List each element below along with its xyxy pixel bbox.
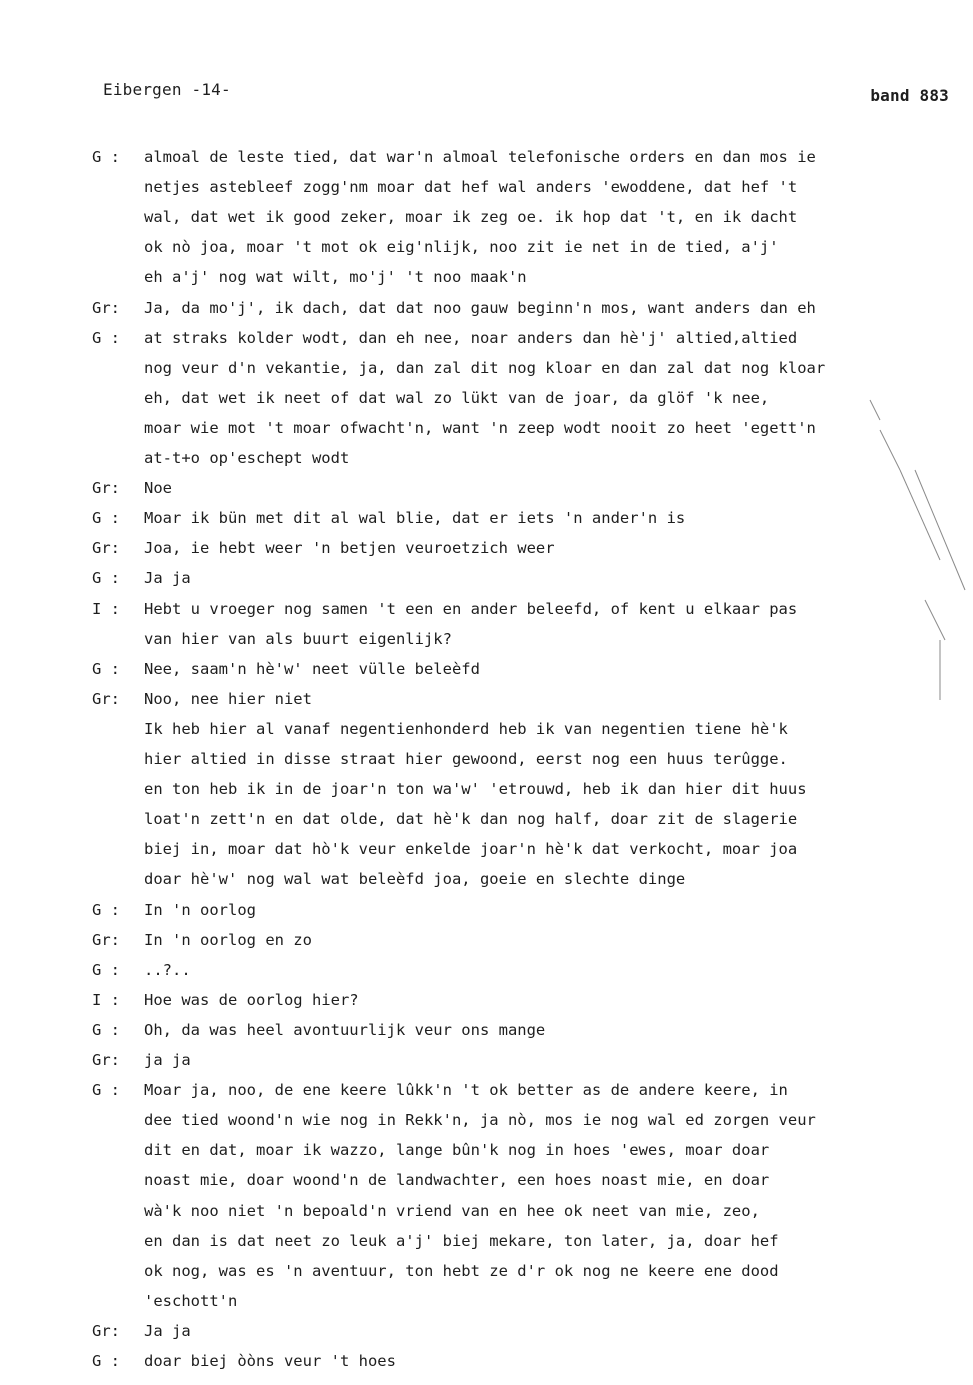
transcript-line bbox=[0, 1350, 973, 1372]
utterance-text: Oh, da was heel avontuurlijk veur ons mange bbox=[144, 1021, 546, 1039]
transcript-line bbox=[0, 206, 973, 228]
utterance-text: Ik heb hier al vanaf negentienhonderd heb ik van negentien tiene hè'k bbox=[144, 720, 788, 738]
speaker-label: G : bbox=[92, 329, 120, 347]
transcript-line bbox=[0, 176, 973, 198]
speaker-label: G : bbox=[92, 1021, 120, 1039]
speaker-label: G : bbox=[92, 660, 120, 678]
utterance-text: Hoe was de oorlog hier? bbox=[144, 991, 359, 1009]
speaker-label: Gr: bbox=[92, 1051, 120, 1069]
utterance-text: Ja, da mo'j', ik dach, dat dat noo gauw beginn'n mos, want anders dan eh bbox=[144, 299, 816, 317]
speaker-label: I : bbox=[92, 991, 120, 1009]
speaker-label: G : bbox=[92, 961, 120, 979]
transcript-line bbox=[0, 1290, 973, 1312]
utterance-text: dee tied woond'n wie nog in Rekk'n, ja nò, mos ie nog wal ed zorgen veur bbox=[144, 1111, 816, 1129]
utterance-text: doar biej òòns veur 't hoes bbox=[144, 1352, 396, 1370]
transcript-line bbox=[0, 447, 973, 469]
speaker-label: Gr: bbox=[92, 539, 120, 557]
utterance-text: biej in, moar dat hò'k veur enkelde joar'n hè'k dat verkocht, moar joa bbox=[144, 840, 798, 858]
transcript-line bbox=[0, 477, 973, 499]
speaker-label: G : bbox=[92, 901, 120, 919]
utterance-text: Nee, saam'n hè'w' neet vülle beleèfd bbox=[144, 660, 480, 678]
speaker-label: Gr: bbox=[92, 1322, 120, 1340]
transcript-line bbox=[0, 868, 973, 890]
utterance-text: Noo, nee hier niet bbox=[144, 690, 312, 708]
transcript-line bbox=[0, 537, 973, 559]
utterance-text: nog veur d'n vekantie, ja, dan zal dit nog kloar en dan zal dat nog kloar bbox=[144, 359, 826, 377]
speaker-label: Gr: bbox=[92, 931, 120, 949]
utterance-text: Joa, ie hebt weer 'n betjen veuroetzich weer bbox=[144, 539, 555, 557]
transcript-line bbox=[0, 507, 973, 529]
transcript-line bbox=[0, 929, 973, 951]
utterance-text: ja ja bbox=[144, 1051, 191, 1069]
transcript-line bbox=[0, 1230, 973, 1252]
utterance-text: doar hè'w' nog wal wat beleèfd joa, goeie en slechte dinge bbox=[144, 870, 686, 888]
utterance-text: en dan is dat neet zo leuk a'j' biej mekare, ton later, ja, doar hef bbox=[144, 1232, 779, 1250]
utterance-text: at straks kolder wodt, dan eh nee, noar anders dan hè'j' altied,altied bbox=[144, 329, 798, 347]
utterance-text: at-t+o op'eschept wodt bbox=[144, 449, 350, 467]
transcript-line bbox=[0, 417, 973, 439]
utterance-text: Moar ik bün met dit al wal blie, dat er iets 'n ander'n is bbox=[144, 509, 686, 527]
utterance-text: moar wie mot 't moar ofwacht'n, want 'n zeep wodt nooit zo heet 'egett'n bbox=[144, 419, 816, 437]
utterance-text: Ja ja bbox=[144, 569, 191, 587]
transcript-line bbox=[0, 236, 973, 258]
utterance-text: noast mie, doar woond'n de landwachter, een hoes noast mie, en doar bbox=[144, 1171, 770, 1189]
utterance-text: loat'n zett'n en dat olde, dat hè'k dan nog half, doar zit de slagerie bbox=[144, 810, 798, 828]
utterance-text: Noe bbox=[144, 479, 172, 497]
transcript-line bbox=[0, 628, 973, 650]
transcript-line bbox=[0, 688, 973, 710]
transcript-line bbox=[0, 146, 973, 168]
utterance-text: wal, dat wet ik good zeker, moar ik zeg oe. ik hop dat 't, en ik dacht bbox=[144, 208, 798, 226]
transcript-line bbox=[0, 1109, 973, 1131]
speaker-label: G : bbox=[92, 509, 120, 527]
transcript-line bbox=[0, 718, 973, 740]
transcript-line bbox=[0, 1200, 973, 1222]
transcript-line bbox=[0, 327, 973, 349]
speaker-label: G : bbox=[92, 1352, 120, 1370]
utterance-text: wà'k noo niet 'n bepoald'n vriend van en hee ok neet van mie, zeo, bbox=[144, 1202, 760, 1220]
utterance-text: In 'n oorlog bbox=[144, 901, 256, 919]
transcript-line bbox=[0, 778, 973, 800]
utterance-text: Ja ja bbox=[144, 1322, 191, 1340]
transcript-line bbox=[0, 266, 973, 288]
speaker-label: I : bbox=[92, 600, 120, 618]
transcript-line bbox=[0, 357, 973, 379]
page-header-right: band 883 bbox=[870, 86, 949, 105]
transcript-line bbox=[0, 658, 973, 680]
utterance-text: netjes astebleef zogg'nm moar dat hef wal anders 'ewoddene, dat hef 't bbox=[144, 178, 798, 196]
speaker-label: G : bbox=[92, 148, 120, 166]
transcript-line bbox=[0, 989, 973, 1011]
transcript-line bbox=[0, 387, 973, 409]
transcript-line bbox=[0, 1169, 973, 1191]
utterance-text: dit en dat, moar ik wazzo, lange bûn'k nog in hoes 'ewes, moar doar bbox=[144, 1141, 770, 1159]
utterance-text: eh a'j' nog wat wilt, mo'j' 't noo maak'n bbox=[144, 268, 527, 286]
utterance-text: ok nog, was es 'n aventuur, ton hebt ze d'r ok nog ne keere ene dood bbox=[144, 1262, 779, 1280]
utterance-text: ..?.. bbox=[144, 961, 191, 979]
transcript-line bbox=[0, 1260, 973, 1282]
speaker-label: Gr: bbox=[92, 479, 120, 497]
utterance-text: In 'n oorlog en zo bbox=[144, 931, 312, 949]
speaker-label: Gr: bbox=[92, 690, 120, 708]
speaker-label: Gr: bbox=[92, 299, 120, 317]
utterance-text: 'eschott'n bbox=[144, 1292, 238, 1310]
transcript-line bbox=[0, 1139, 973, 1161]
utterance-text: Hebt u vroeger nog samen 't een en ander beleefd, of kent u elkaar pas bbox=[144, 600, 798, 618]
transcript-line bbox=[0, 959, 973, 981]
transcript-line bbox=[0, 899, 973, 921]
page-header-left: Eibergen -14- bbox=[103, 80, 231, 99]
transcript-line bbox=[0, 808, 973, 830]
transcript-line bbox=[0, 1019, 973, 1041]
utterance-text: Moar ja, noo, de ene keere lûkk'n 't ok better as de andere keere, in bbox=[144, 1081, 788, 1099]
speaker-label: G : bbox=[92, 1081, 120, 1099]
utterance-text: van hier van als buurt eigenlijk? bbox=[144, 630, 452, 648]
transcript-line bbox=[0, 567, 973, 589]
utterance-text: eh, dat wet ik neet of dat wal zo lükt van de joar, da glöf 'k nee, bbox=[144, 389, 770, 407]
transcript-line bbox=[0, 838, 973, 860]
transcript-line bbox=[0, 748, 973, 770]
transcript-line bbox=[0, 1049, 973, 1071]
speaker-label: G : bbox=[92, 569, 120, 587]
utterance-text: en ton heb ik in de joar'n ton wa'w' 'etrouwd, heb ik dan hier dit huus bbox=[144, 780, 807, 798]
utterance-text: almoal de leste tied, dat war'n almoal telefonische orders en dan mos ie bbox=[144, 148, 816, 166]
utterance-text: hier altied in disse straat hier gewoond, eerst nog een huus terûgge. bbox=[144, 750, 788, 768]
transcript-line bbox=[0, 1320, 973, 1342]
transcript-line bbox=[0, 297, 973, 319]
transcript-line bbox=[0, 598, 973, 620]
transcript-line bbox=[0, 1079, 973, 1101]
utterance-text: ok nò joa, moar 't mot ok eig'nlijk, noo zit ie net in de tied, a'j' bbox=[144, 238, 779, 256]
